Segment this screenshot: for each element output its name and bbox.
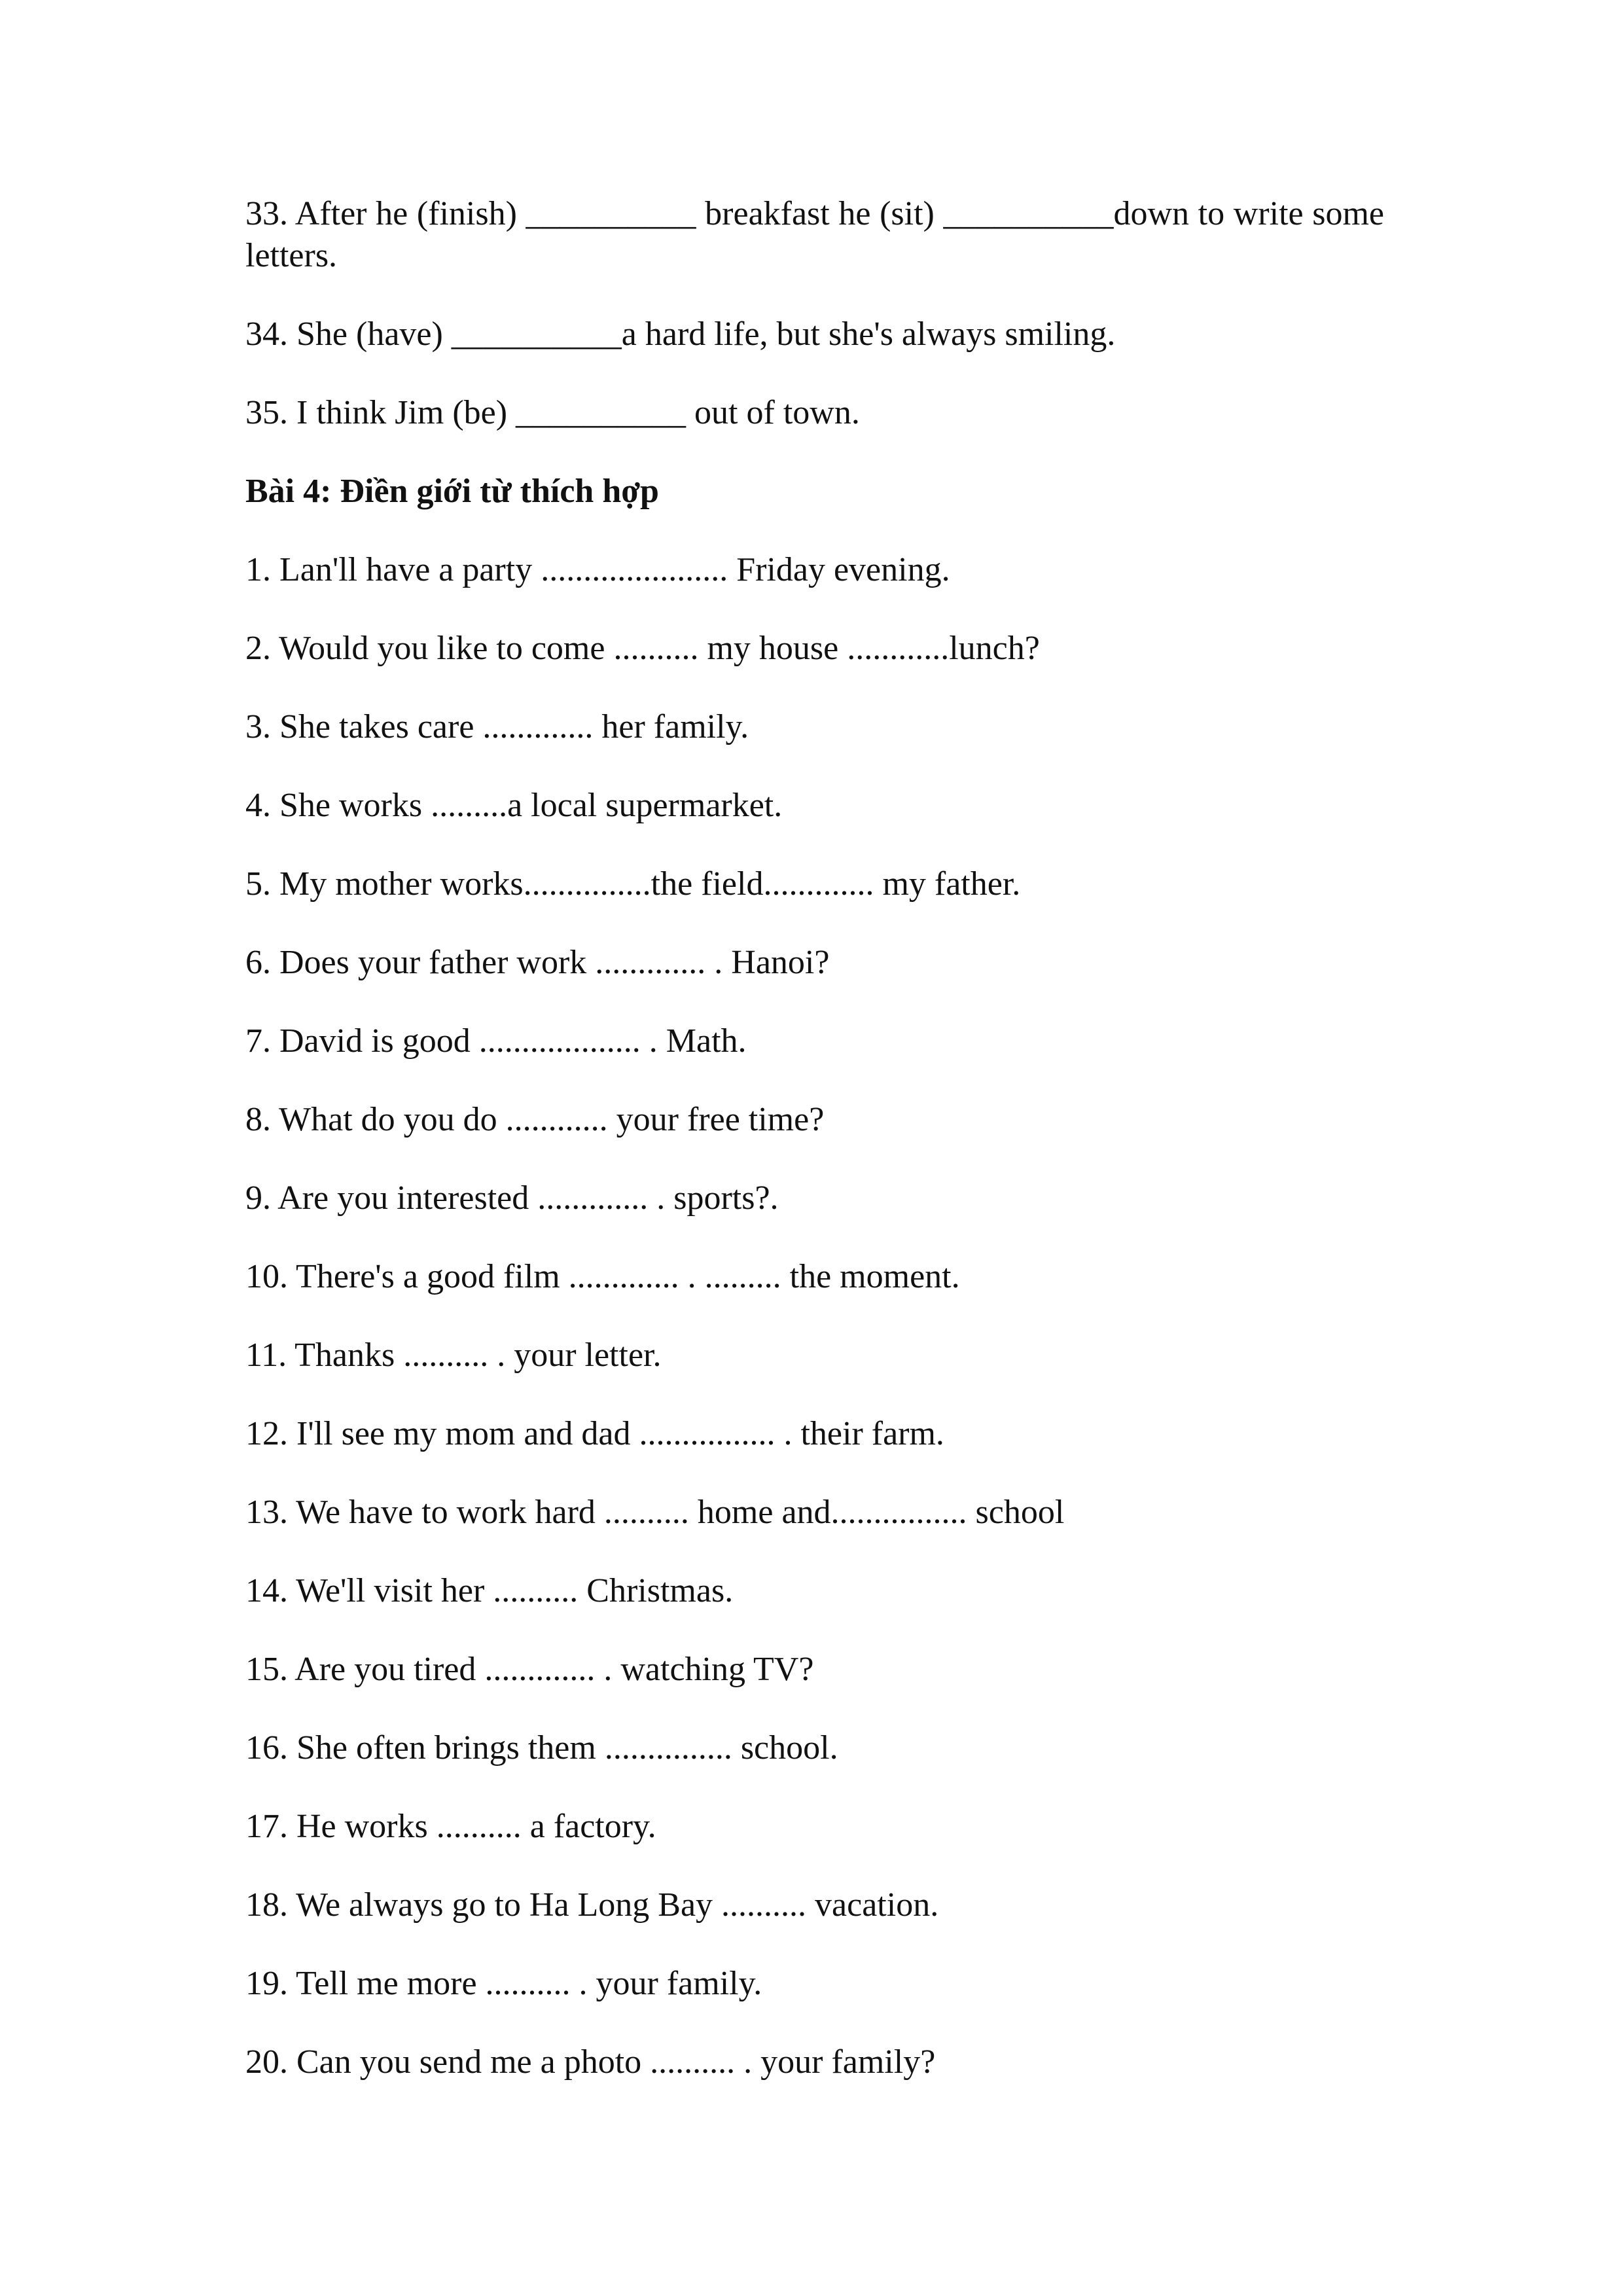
question-item-8: 8. What do you do ............ your free time? [245, 1101, 825, 1138]
question-item-6: 6. Does your father work ............. . Hanoi? [245, 944, 830, 981]
question-item-13: 13. We have to work hard .......... home and................ school [245, 1494, 1065, 1531]
exercise-item-34: 34. She (have) __________a hard life, but she's always smiling. [245, 315, 1116, 353]
question-item-9: 9. Are you interested ............. . sports?. [245, 1179, 779, 1217]
question-item-3: 3. She takes care ............. her family. [245, 708, 749, 745]
exercise-item-33: 33. After he (finish) __________ breakfast he (sit) __________down to write some letters. [245, 195, 1384, 274]
question-item-16: 16. She often brings them ............... school. [245, 1729, 838, 1767]
question-item-7: 7. David is good ................... . Math. [245, 1022, 747, 1060]
question-item-17: 17. He works .......... a factory. [245, 1808, 656, 1845]
question-item-19: 19. Tell me more .......... . your family. [245, 1965, 762, 2002]
question-item-1: 1. Lan'll have a party ...................... Friday evening. [245, 551, 950, 588]
question-item-18: 18. We always go to Ha Long Bay .......... vacation. [245, 1886, 939, 1924]
question-item-12: 12. I'll see my mom and dad ................ . their farm. [245, 1415, 944, 1452]
question-item-5: 5. My mother works...............the field............. my father. [245, 865, 1021, 903]
question-item-2: 2. Would you like to come .......... my house ............lunch? [245, 630, 1040, 667]
worksheet-content [245, 193, 1384, 2120]
question-item-20: 20. Can you send me a photo .......... . your family? [245, 2043, 936, 2081]
exercise-item-35: 35. I think Jim (be) __________ out of town. [245, 394, 860, 431]
exercise-heading: Bài 4: Điền giới từ thích hợp [245, 473, 659, 510]
question-item-4: 4. She works .........a local supermarket. [245, 787, 783, 824]
question-item-14: 14. We'll visit her .......... Christmas. [245, 1572, 734, 1609]
question-item-11: 11. Thanks .......... . your letter. [245, 1336, 662, 1374]
question-item-15: 15. Are you tired ............. . watching TV? [245, 1651, 814, 1688]
question-item-10: 10. There's a good film ............. . ......... the moment. [245, 1258, 960, 1295]
